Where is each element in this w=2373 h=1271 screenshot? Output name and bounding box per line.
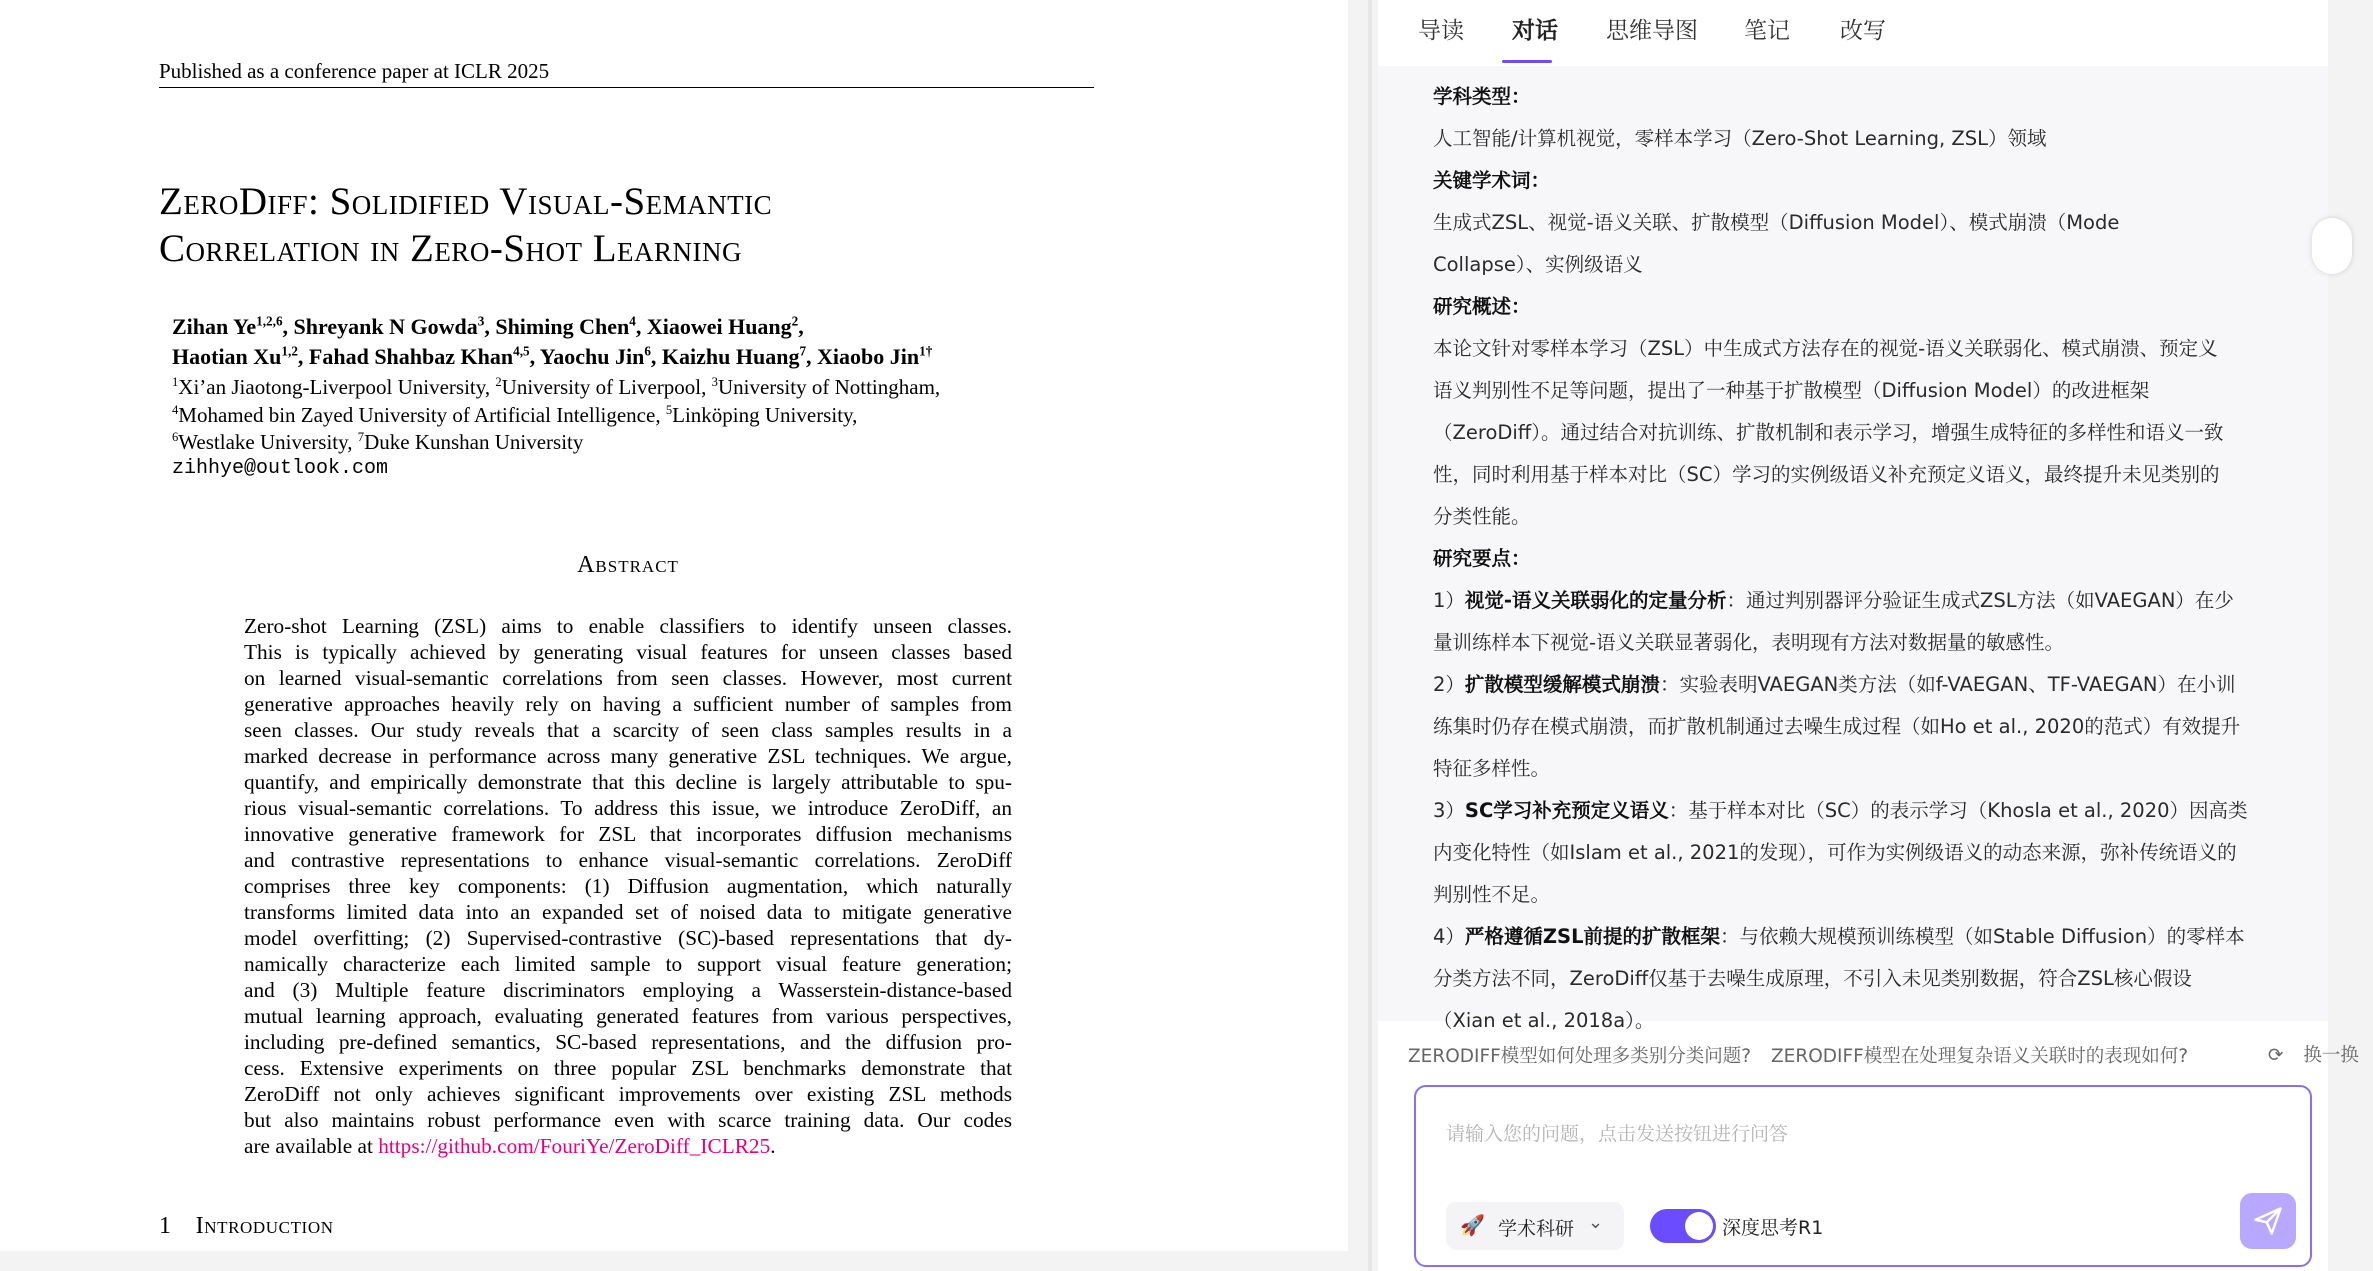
author-email: zihhye@outlook.com bbox=[172, 457, 389, 480]
author-line-2 bbox=[172, 342, 1172, 372]
answer-paragraph-line: 本论文针对零样本学习（ZSL）中生成式方法存在的视觉-语义关联弱化、模式崩溃、预定义 bbox=[1433, 337, 2218, 360]
point-title: 视觉-语义关联弱化的定量分析 bbox=[1464, 589, 1727, 612]
point-text: ：与依赖大规模预训练模型（如Stable Diffusion）的零样本 bbox=[1720, 925, 2245, 948]
point-title: 严格遵循ZSL前提的扩散框架 bbox=[1464, 925, 1721, 948]
affiliation-line bbox=[172, 374, 1172, 402]
answer-point-line bbox=[1433, 622, 2293, 664]
abstract-line: transforms limited data into an expanded set of noised data to mitigate generative bbox=[244, 900, 1012, 924]
heading-colon: ： bbox=[1511, 85, 1531, 108]
author-list bbox=[172, 312, 1172, 372]
toggle-knob bbox=[1685, 1212, 1713, 1240]
author-name: Haotian Xu bbox=[172, 344, 282, 369]
heading-text: 学科类型 bbox=[1433, 85, 1512, 108]
point-text: 量训练样本下视觉-语义关联显著弱化，表明现有方法对数据量的敏感性。 bbox=[1433, 631, 2065, 654]
answer-point-line bbox=[1433, 916, 2293, 958]
abstract-line: and (3) Multiple feature discriminators employing a Wasserstein-distance-based bbox=[244, 978, 1012, 1002]
point-title: SC学习补充预定义语义 bbox=[1464, 799, 1669, 822]
affiliation-line bbox=[172, 429, 1172, 457]
author-affiliation-mark: 1† bbox=[919, 343, 933, 359]
author-affiliation-mark: 2 bbox=[791, 313, 799, 329]
affiliation-mark: 2 bbox=[495, 375, 502, 389]
tab-guide[interactable]: 导读 bbox=[1418, 18, 1464, 44]
abstract-last-prefix: are available at bbox=[244, 1134, 379, 1158]
abstract-line: quantify, and empirically demonstrate that this decline is largely attributable to spu- bbox=[244, 770, 1012, 794]
affiliation-name: University of Liverpool, bbox=[501, 375, 712, 399]
abstract-line: This is typically achieved by generating visual features for unseen classes based bbox=[244, 640, 1012, 664]
chevron-down-icon: ⌄ bbox=[1588, 1212, 1604, 1233]
answer-section-heading bbox=[1433, 538, 2293, 580]
section-heading-introduction bbox=[159, 1213, 334, 1240]
suggested-question[interactable]: ZERODIFF模型在处理复杂语义关联时的表现如何? bbox=[1770, 1046, 2189, 1067]
answer-point-line bbox=[1433, 958, 2293, 1000]
answer-paragraph-line: Collapse）、实例级语义 bbox=[1433, 253, 1643, 276]
refresh-suggestions-button[interactable] bbox=[2268, 1041, 2373, 1067]
scrollbar-track[interactable] bbox=[1368, 0, 1372, 1271]
question-input[interactable]: 请输入您的问题，点击发送按钮进行问答 bbox=[1446, 1123, 1789, 1145]
active-tab-indicator bbox=[1502, 60, 1552, 63]
send-icon bbox=[2253, 1206, 2283, 1236]
ai-side-panel bbox=[1378, 0, 2359, 1271]
affiliation-list bbox=[172, 374, 1172, 457]
author-name: , Shiming Chen bbox=[484, 314, 630, 339]
affiliation-name: Xi’an Jiaotong-Liverpool University, bbox=[178, 375, 496, 399]
panel-splitter[interactable] bbox=[1348, 0, 1378, 1271]
author-affiliation-mark: 4 bbox=[629, 313, 636, 329]
abstract-lines bbox=[244, 613, 1012, 1133]
point-number: 1） bbox=[1433, 589, 1465, 612]
answer-point-line bbox=[1433, 706, 2293, 748]
point-text: 判别性不足。 bbox=[1433, 883, 1551, 906]
author-name: Zihan Ye bbox=[172, 314, 257, 339]
point-number: 2） bbox=[1433, 673, 1465, 696]
point-text: 内变化特性（如Islam et al., 2021的发现），可作为实例级语义的动态来源，弥补传统语义的 bbox=[1433, 841, 2237, 864]
rocket-icon: 🚀 bbox=[1460, 1213, 1485, 1237]
refresh-label: 换一换 bbox=[2303, 1045, 2359, 1066]
point-text: 特征多样性。 bbox=[1433, 757, 1551, 780]
answer-section-heading bbox=[1433, 160, 2293, 202]
author-affiliation-mark: 1,2 bbox=[281, 343, 298, 359]
paper-title-line-1: ZeroDiff: Solidified Visual-Semantic bbox=[159, 180, 773, 223]
section-title: Introduction bbox=[195, 1213, 334, 1239]
point-text: 分类方法不同，ZeroDiff仅基于去噪生成原理，不引入未见类别数据，符合ZSL核心假设 bbox=[1433, 967, 2192, 990]
affiliation-line bbox=[172, 402, 1172, 430]
abstract-heading: Abstract bbox=[577, 552, 679, 578]
chat-area[interactable] bbox=[1378, 66, 2328, 1032]
answer-point-line bbox=[1433, 580, 2293, 622]
author-name: , bbox=[798, 314, 804, 339]
abstract-line: generative approaches heavily rely on having a sufficient number of samples from bbox=[244, 692, 1012, 716]
answer-paragraph-line: （ZeroDiff）。通过结合对抗训练、扩散机制和表示学习，增强生成特征的多样性和语义一致 bbox=[1433, 421, 2224, 444]
abstract-body bbox=[244, 613, 1012, 1159]
abstract-line: marked decrease in performance across many generative ZSL techniques. We argue, bbox=[244, 744, 1012, 768]
author-name: , Xiaobo Jin bbox=[806, 344, 920, 369]
answer-point-line bbox=[1433, 664, 2293, 706]
floating-edge-tab[interactable] bbox=[2312, 218, 2352, 274]
abstract-line: and contrastive representations to enhance visual-semantic correlations. ZeroDiff bbox=[244, 848, 1012, 872]
heading-text: 关键学术词 bbox=[1433, 169, 1531, 192]
mode-selector[interactable] bbox=[1446, 1202, 1624, 1250]
paper-title bbox=[159, 178, 1209, 272]
affiliation-mark: 6 bbox=[172, 430, 179, 444]
author-affiliation-mark: 6 bbox=[644, 343, 651, 359]
affiliation-name: Mohamed bin Zayed University of Artificial Intelligence, bbox=[178, 402, 666, 427]
affiliation-mark: 3 bbox=[711, 375, 718, 389]
abstract-line: cess. Extensive experiments on three popular ZSL benchmarks demonstrate that bbox=[244, 1056, 1012, 1080]
affiliation-name: Westlake University, bbox=[178, 430, 358, 454]
abstract-line: including pre-defined semantics, SC-based representations, and the diffusion pro- bbox=[244, 1030, 1012, 1054]
point-text: ：通过判别器评分验证生成式ZSL方法（如VAEGAN）在少 bbox=[1726, 589, 2234, 612]
paper-title-line-2: Correlation in Zero-Shot Learning bbox=[159, 227, 743, 270]
answer-paragraph-line: 人工智能/计算机视觉，零样本学习（Zero-Shot Learning, ZSL）领域 bbox=[1433, 127, 2047, 150]
heading-text: 研究概述 bbox=[1433, 295, 1512, 318]
abstract-line: innovative generative framework for ZSL that incorporates diffusion mechanisms bbox=[244, 822, 1012, 846]
point-title: 扩散模型缓解模式崩溃 bbox=[1464, 673, 1660, 696]
abstract-line: seen classes. Our study reveals that a scarcity of seen class samples results in a bbox=[244, 718, 1012, 742]
point-number: 4） bbox=[1433, 925, 1465, 948]
point-number: 3） bbox=[1433, 799, 1465, 822]
answer-paragraph-line: 分类性能。 bbox=[1433, 505, 1531, 528]
ai-answer bbox=[1433, 76, 2293, 1032]
code-link[interactable]: https://github.com/FouriYe/ZeroDiff_ICLR25 bbox=[378, 1134, 771, 1158]
author-name: , Xiaowei Huang bbox=[635, 314, 792, 339]
answer-point-line bbox=[1433, 832, 2293, 874]
author-name: , Fahad Shahbaz Khan bbox=[297, 344, 514, 369]
author-name: , Kaizhu Huang bbox=[650, 344, 800, 369]
author-name: , Yaochu Jin bbox=[529, 344, 645, 369]
answer-point-line bbox=[1433, 748, 2293, 790]
answer-section-heading bbox=[1433, 76, 2293, 118]
affiliation-mark: 4 bbox=[172, 402, 179, 417]
abstract-line: on learned visual-semantic correlations from seen classes. However, most current bbox=[244, 666, 1012, 690]
heading-colon: ： bbox=[1511, 295, 1531, 318]
send-button[interactable] bbox=[2240, 1193, 2296, 1249]
author-affiliation-mark: 3 bbox=[477, 313, 485, 329]
author-affiliation-mark: 4,5 bbox=[513, 343, 530, 359]
refresh-icon: ⟳ bbox=[2268, 1045, 2284, 1066]
deep-think-toggle[interactable] bbox=[1650, 1209, 1716, 1243]
suggested-question[interactable]: ZERODIFF模型如何处理多类别分类问题? bbox=[1408, 1046, 1752, 1067]
abstract-line: but also maintains robust performance even with scarce training data. Our codes bbox=[244, 1108, 1012, 1132]
author-affiliation-mark: 1,2,6 bbox=[256, 313, 283, 329]
heading-text: 研究要点 bbox=[1433, 547, 1512, 570]
point-text: ：实验表明VAEGAN类方法（如f-VAEGAN、TF-VAEGAN）在小训 bbox=[1659, 673, 2236, 696]
abstract-last-line bbox=[244, 1133, 1012, 1159]
point-text: （Xian et al., 2018a）。 bbox=[1433, 1009, 1655, 1032]
abstract-line: namically characterize each limited sample to support visual feature generation; bbox=[244, 952, 1012, 976]
answer-paragraph-line: 性，同时利用基于样本对比（SC）学习的实例级语义补充预定义语义，最终提升未见类别的 bbox=[1433, 463, 2220, 486]
tab-mindmap[interactable]: 思维导图 bbox=[1606, 18, 1698, 44]
deep-think-label: 深度思考R1 bbox=[1722, 1217, 1824, 1239]
answer-paragraph-line: 生成式ZSL、视觉-语义关联、扩散模型（Diffusion Model）、模式崩溃（Mode bbox=[1433, 211, 2120, 234]
abstract-last-suffix: . bbox=[770, 1134, 776, 1158]
author-line-1 bbox=[172, 312, 1172, 342]
affiliation-mark: 7 bbox=[357, 430, 365, 444]
point-text: 练集时仍存在模式崩溃，而扩散机制通过去噪生成过程（如Ho et al., 2020的范式）有效提升 bbox=[1433, 715, 2241, 738]
panel-tabs bbox=[1378, 0, 2328, 64]
affiliation-mark: 1 bbox=[172, 375, 179, 389]
abstract-line: ZeroDiff not only achieves significant improvements over existing ZSL methods bbox=[244, 1082, 1012, 1106]
affiliation-mark: 5 bbox=[665, 402, 673, 417]
abstract-line: rious visual-semantic correlations. To address this issue, we introduce ZeroDiff, an bbox=[244, 796, 1012, 820]
answer-paragraph-line: 语义判别性不足等问题，提出了一种基于扩散模型（Diffusion Model）的改进框架 bbox=[1433, 379, 2150, 402]
heading-colon: ： bbox=[1511, 547, 1531, 570]
affiliation-name: Duke Kunshan University bbox=[364, 430, 584, 454]
question-input-box[interactable] bbox=[1414, 1085, 2312, 1267]
abstract-line: model overfitting; (2) Supervised-contrastive (SC)-based representations that dy- bbox=[244, 926, 1012, 950]
affiliation-name: University of Nottingham, bbox=[717, 375, 941, 399]
heading-colon: ： bbox=[1530, 169, 1551, 192]
answer-point-line bbox=[1433, 790, 2293, 832]
pdf-running-header: Published as a conference paper at ICLR 2025 bbox=[159, 58, 1094, 88]
abstract-line: comprises three key components: (1) Diffusion augmentation, which naturally bbox=[244, 874, 1012, 898]
section-number: 1 bbox=[159, 1213, 172, 1239]
suggested-questions bbox=[1408, 1042, 2359, 1068]
affiliation-name: Linköping University, bbox=[672, 402, 858, 427]
mode-label: 学术科研 bbox=[1498, 1218, 1575, 1240]
tab-chat[interactable]: 对话 bbox=[1512, 18, 1558, 44]
author-affiliation-mark: 7 bbox=[799, 343, 807, 359]
tab-notes[interactable]: 笔记 bbox=[1744, 18, 1790, 44]
author-name: , Shreyank N Gowda bbox=[282, 314, 478, 339]
abstract-line: mutual learning approach, evaluating generated features from various perspectives, bbox=[244, 1004, 1012, 1028]
answer-section-heading bbox=[1433, 286, 2293, 328]
answer-point-line bbox=[1433, 874, 2293, 916]
abstract-line: Zero-shot Learning (ZSL) aims to enable classifiers to identify unseen classes. bbox=[244, 614, 1012, 638]
point-text: ：基于样本对比（SC）的表示学习（Khosla et al., 2020）因高类 bbox=[1668, 799, 2248, 822]
tab-rewrite[interactable]: 改写 bbox=[1840, 18, 1886, 44]
answer-point-line bbox=[1433, 1000, 2293, 1042]
